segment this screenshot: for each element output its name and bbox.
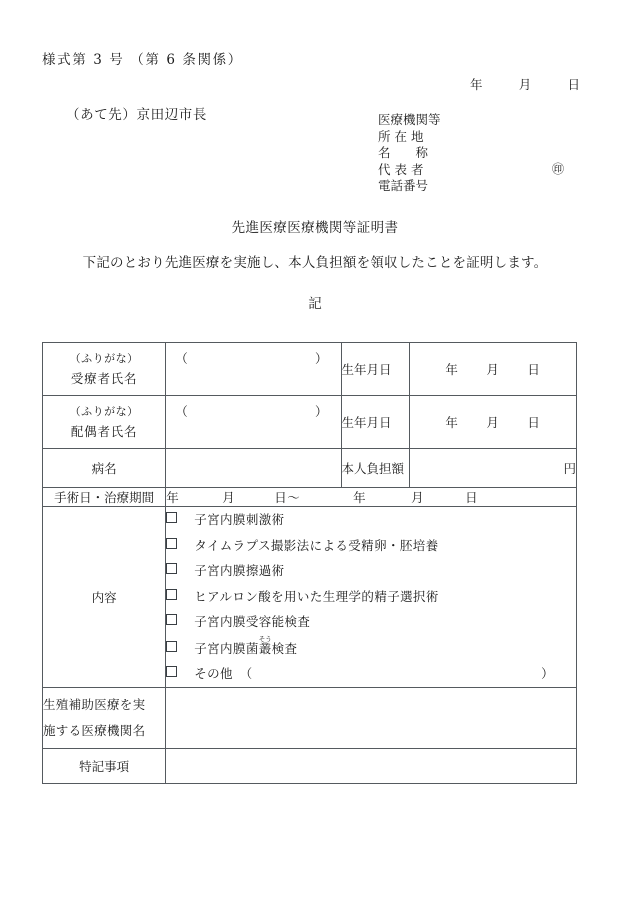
remarks-label: 特記事項 <box>43 748 166 783</box>
checkbox-item-3[interactable] <box>166 558 576 584</box>
institution-title: 医療機関等 <box>378 112 441 127</box>
institution-address-row <box>378 129 441 146</box>
disease-value-field[interactable] <box>166 449 341 488</box>
period-start-year: 年 <box>166 490 180 505</box>
patient-birth-month: 月 <box>486 362 500 377</box>
disease-label: 病名 <box>43 449 166 488</box>
checkbox-icon[interactable] <box>166 589 177 600</box>
checkbox-icon[interactable] <box>166 666 177 677</box>
institution-block <box>378 112 565 195</box>
period-end-year: 年 <box>353 490 367 505</box>
table-row-remarks <box>43 748 577 783</box>
facility-label <box>43 687 166 748</box>
institution-name-row <box>378 145 441 162</box>
checkbox-item-5[interactable] <box>166 609 576 635</box>
checkbox-label: その他 （ <box>194 666 253 681</box>
table-row-spouse <box>43 396 577 449</box>
period-start-day: 日〜 <box>274 490 301 505</box>
institution-representative-label: 代 表 者 <box>378 161 424 177</box>
date-year-label: 年 <box>470 77 483 92</box>
document-title: 先進医療医療機関等証明書 <box>231 220 399 236</box>
spouse-birth-label: 生年月日 <box>341 396 409 449</box>
table-row-disease <box>43 449 577 488</box>
institution-phone-label: 電話番号 <box>378 178 429 193</box>
checkbox-label: ヒアルロン酸を用いた生理学的精子選択術 <box>194 588 439 604</box>
checkbox-item-2[interactable] <box>166 533 576 559</box>
institution-title-row <box>378 112 441 129</box>
facility-value-field[interactable] <box>166 687 577 748</box>
lead-paragraph: 下記のとおり先進医療を実施し、本人負担額を領収したことを証明します。 <box>82 255 548 271</box>
patient-paren-open: （ <box>175 351 188 366</box>
checkbox-icon[interactable] <box>166 641 177 652</box>
period-label: 手術日・治療期間 <box>43 488 166 507</box>
patient-birth-field[interactable] <box>409 343 576 396</box>
other-close-paren: ） <box>541 666 554 681</box>
table-row-facility <box>43 687 577 748</box>
spouse-birth-field[interactable] <box>409 396 576 449</box>
seal-icon: ㊞ <box>552 161 565 176</box>
period-end-month: 月 <box>411 490 425 505</box>
patient-name-field[interactable] <box>166 343 341 396</box>
spouse-name-field[interactable] <box>166 396 341 449</box>
ki-marker: 記 <box>308 296 322 312</box>
checkbox-icon[interactable] <box>166 563 177 574</box>
spouse-birth-year: 年 <box>445 415 459 430</box>
table-row-content <box>43 507 577 688</box>
checkbox-label: 子宮内膜菌叢そう検査 <box>194 634 298 656</box>
addressee: （あて先）京田辺市長 <box>66 107 207 123</box>
checkbox-item-7[interactable] <box>166 661 576 687</box>
spouse-paren-open: （ <box>175 404 188 419</box>
checkbox-item-4[interactable] <box>166 584 576 610</box>
ruby-annotation: 叢そう <box>258 634 272 656</box>
certificate-table <box>42 342 577 784</box>
checkbox-icon[interactable] <box>166 538 177 549</box>
burden-amount-field[interactable] <box>409 449 576 488</box>
checkbox-label: 子宮内膜刺激術 <box>194 512 285 527</box>
patient-birth-label: 生年月日 <box>341 343 409 396</box>
document-date-line <box>470 75 580 93</box>
spouse-paren-close: ） <box>315 404 328 419</box>
table-row-patient <box>43 343 577 396</box>
spouse-birth-day: 日 <box>527 415 541 430</box>
checkbox-label: 子宮内膜擦過術 <box>194 563 285 578</box>
spouse-name-label-cell <box>43 396 166 449</box>
content-label: 内容 <box>43 507 166 688</box>
facility-label-line1: 生殖補助医療を実 <box>43 696 146 712</box>
facility-label-line2: 施する医療機関名 <box>43 722 146 738</box>
date-month-label: 月 <box>518 77 532 92</box>
checkbox-item-6[interactable] <box>166 635 576 662</box>
patient-birth-year: 年 <box>445 362 459 377</box>
institution-phone-row <box>378 178 441 195</box>
period-field[interactable] <box>166 488 577 507</box>
table-row-period <box>43 488 577 507</box>
spouse-name-label: 配偶者氏名 <box>70 424 138 439</box>
patient-name-label-cell <box>43 343 166 396</box>
remarks-value-field[interactable] <box>166 748 577 783</box>
checkbox-label: 子宮内膜受容能検査 <box>194 614 311 629</box>
period-start-month: 月 <box>222 490 236 505</box>
institution-address-label: 所 在 地 <box>378 128 424 144</box>
patient-furigana-label: （ふりがな） <box>69 352 139 365</box>
period-end-day: 日 <box>465 490 479 505</box>
currency-unit: 円 <box>563 461 576 476</box>
content-checkbox-list <box>166 507 577 688</box>
patient-name-label: 受療者氏名 <box>70 371 138 386</box>
form-number: 様式第 3 号 （第 6 条関係） <box>42 52 243 68</box>
checkbox-icon[interactable] <box>166 614 177 625</box>
spouse-birth-month: 月 <box>486 415 500 430</box>
patient-birth-day: 日 <box>527 362 541 377</box>
checkbox-label: タイムラプス撮影法による受精卵・胚培養 <box>194 537 439 553</box>
checkbox-item-1[interactable] <box>166 507 576 533</box>
institution-name-label: 名 称 <box>378 145 429 160</box>
date-day-label: 日 <box>567 77 580 92</box>
checkbox-icon[interactable] <box>166 512 177 523</box>
spouse-furigana-label: （ふりがな） <box>69 405 139 418</box>
institution-representative-row <box>378 161 565 179</box>
burden-amount-label: 本人負担額 <box>341 449 409 488</box>
patient-paren-close: ） <box>315 351 328 366</box>
